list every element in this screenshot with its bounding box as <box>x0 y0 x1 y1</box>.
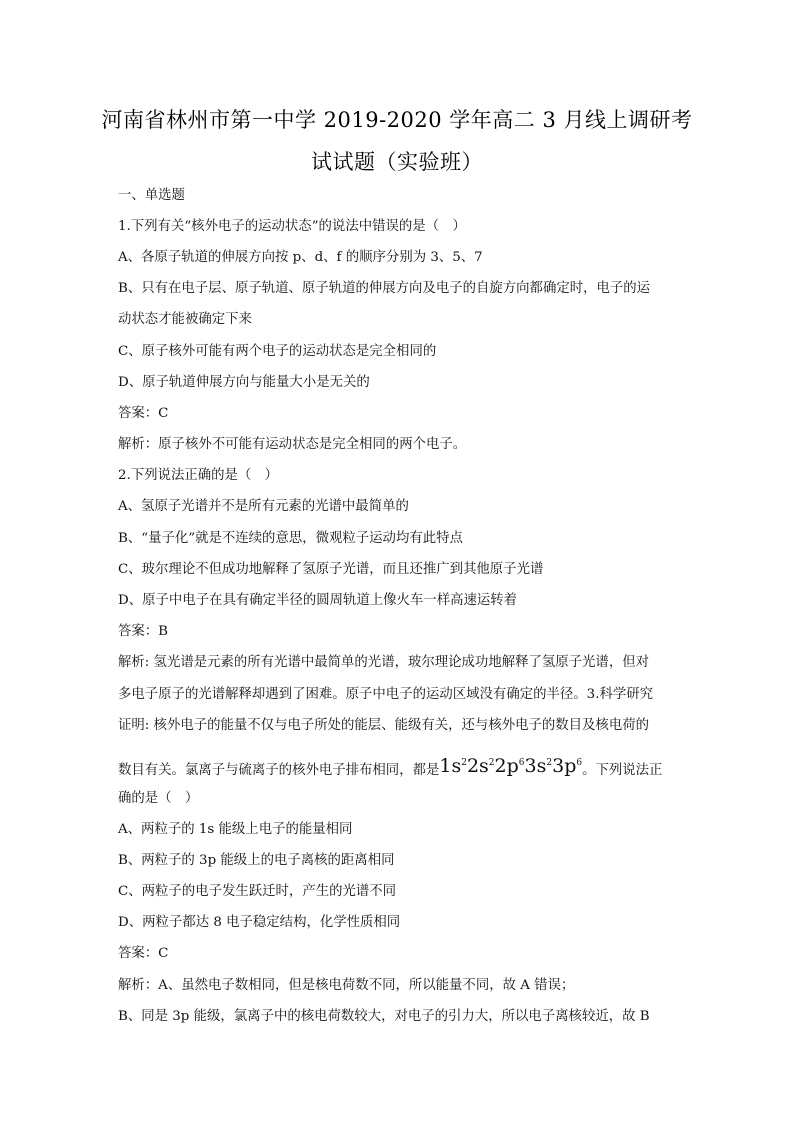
section-heading: 一、单选题 <box>118 188 185 203</box>
q1-option-b-line-2: 动状态才能被确定下来 <box>118 312 252 327</box>
document-title-line-1: 河南省林州市第一中学 2019-2020 学年高二 3 月线上调研考 <box>101 108 693 132</box>
q3-answer: 答案：C <box>118 946 169 961</box>
q2-option-c: C、玻尔理论不但成功地解释了氢原子光谱，而且还推广到其他原子光谱 <box>118 562 544 577</box>
q3-option-b: B、两粒子的 3p 能级上的电子离核的距离相同 <box>118 853 395 868</box>
q1-option-b-line-1: B、只有在电子层、原子轨道、原子轨道的伸展方向及电子的自旋方向都确定时，电子的运 <box>118 281 651 296</box>
q2-answer: 答案：B <box>118 624 169 639</box>
q1-option-c: C、原子核外可能有两个电子的运动状态是完全相同的 <box>118 344 437 359</box>
q3-stem-post: 。下列说法正 <box>582 763 663 778</box>
q2-option-a: A、氢原子光谱并不是所有元素的光谱中最简单的 <box>118 499 409 514</box>
q3-stem-line-1 <box>118 755 678 781</box>
q3-analysis-line-1: 解析：A、虽然电子数相同，但是核电荷数不同，所以能量不同，故 A 错误； <box>118 978 575 993</box>
q2-analysis-line-2: 多电子原子的光谱解释却遇到了困难。原子中电子的运动区域没有确定的半径。3.科学研究 <box>118 687 654 702</box>
q3-analysis-line-2: B、同是 3p 能级，氯离子中的核电荷数较大，对电子的引力大，所以电子离核较近，故 B <box>118 1009 650 1024</box>
formula-term: $3p^6$ <box>552 755 583 777</box>
q2-analysis-line-3: 证明: 核外电子的能量不仅与电子所处的能层、能级有关，还与核外电子的数目及核电荷的 <box>118 718 649 733</box>
q3-option-d: D、两粒子都达 8 电子稳定结构，化学性质相同 <box>118 915 401 930</box>
formula-term: $1s^2$ <box>439 755 467 777</box>
q2-option-b: B、“量子化”就是不连续的意思，微观粒子运动均有此特点 <box>118 531 463 546</box>
q3-stem-line-2: 确的是（ ） <box>118 791 199 806</box>
q2-option-d: D、原子中电子在具有确定半径的圆周轨道上像火车一样高速运转着 <box>118 593 518 608</box>
q1-analysis: 解析：原子核外不可能有运动状态是完全相同的两个电子。 <box>118 437 467 452</box>
formula-term: $2p^6$ <box>494 755 525 777</box>
document-title-line-2: 试试题（实验班） <box>311 150 483 174</box>
q1-option-a: A、各原子轨道的伸展方向按 p、d、f 的顺序分别为 3、5、7 <box>118 250 483 265</box>
q3-stem-pre: 数目有关。氯离子与硫离子的核外电子排布相同，都是 <box>118 763 440 778</box>
q2-stem: 2.下列说法正确的是（ ） <box>118 468 279 483</box>
q3-option-c: C、两粒子的电子发生跃迁时，产生的光谱不同 <box>118 884 397 899</box>
q1-answer: 答案：C <box>118 406 169 421</box>
q2-analysis-line-1: 解析: 氢光谱是元素的所有光谱中最简单的光谱，玻尔理论成功地解释了氢原子光谱，但对 <box>118 655 649 670</box>
q3-option-a: A、两粒子的 1s 能级上电子的能量相同 <box>118 822 353 837</box>
electron-configuration-formula <box>439 755 582 777</box>
formula-term: $3s^2$ <box>524 755 553 777</box>
q1-stem: 1.下列有关“核外电子的运动状态”的说法中错误的是（ ） <box>118 219 466 234</box>
formula-term: $2s^2$ <box>466 755 495 777</box>
q1-option-d: D、原子轨道伸展方向与能量大小是无关的 <box>118 375 370 390</box>
